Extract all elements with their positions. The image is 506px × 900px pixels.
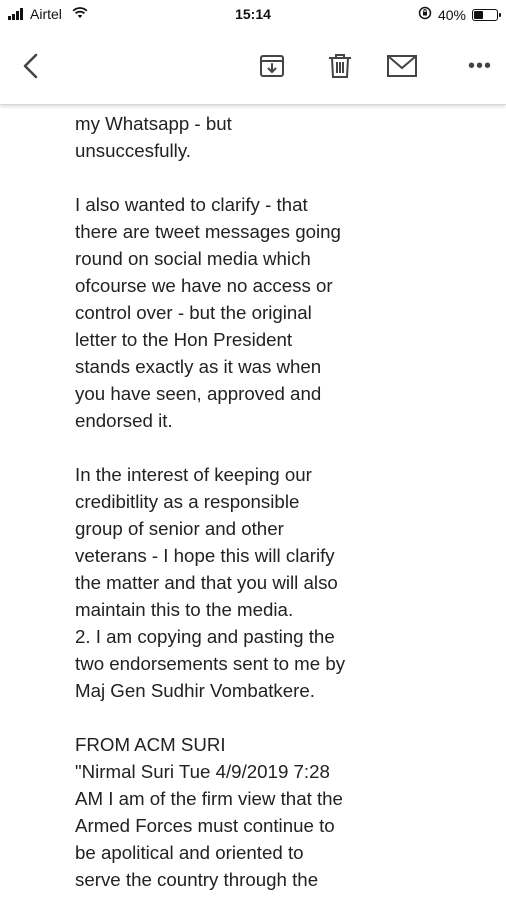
trash-icon [326,52,354,80]
rotation-lock-icon [418,6,432,23]
archive-button[interactable] [256,50,288,82]
partially-visible-line [75,886,420,900]
mail-icon [386,53,418,79]
mark-unread-button[interactable] [386,50,418,82]
carrier-name: Airtel [30,6,62,22]
paragraph: my Whatsapp - but unsuccesfully. [75,113,232,161]
clock: 15:14 [235,6,271,22]
status-bar [0,0,506,30]
email-toolbar [0,36,506,105]
battery-icon [472,9,498,21]
back-button[interactable] [14,50,46,82]
more-dots-icon: ••• [467,54,492,77]
chevron-left-icon [20,52,40,80]
paragraph: FROM ACM SURI "Nirmal Suri Tue 4/9/2019 7:28 AM I am of the firm view that the Armed Forces must continue to be apolitical and oriented to serve the country through the [75,734,343,890]
paragraph: In the interest of keeping our credibitlity as a responsible group of senior and other veterans - I hope this will clarify the matter and that you will also maintain this to the media. 2. I am copying and pasting the two endorsements sent to me by Maj Gen Sudhir Vombatkere. [75,464,346,701]
email-body [75,110,420,893]
more-options-button[interactable] [464,50,496,82]
battery-percentage: 40% [437,6,466,23]
delete-button[interactable] [324,50,356,82]
battery-status [418,6,498,23]
archive-icon [258,52,286,80]
paragraph: I also wanted to clarify - that there are tweet messages going round on social media which ofcourse we have no access or control over - but the original letter to the Hon President stands exactly as it was when you have seen, approved and endorsed it. [75,194,341,431]
